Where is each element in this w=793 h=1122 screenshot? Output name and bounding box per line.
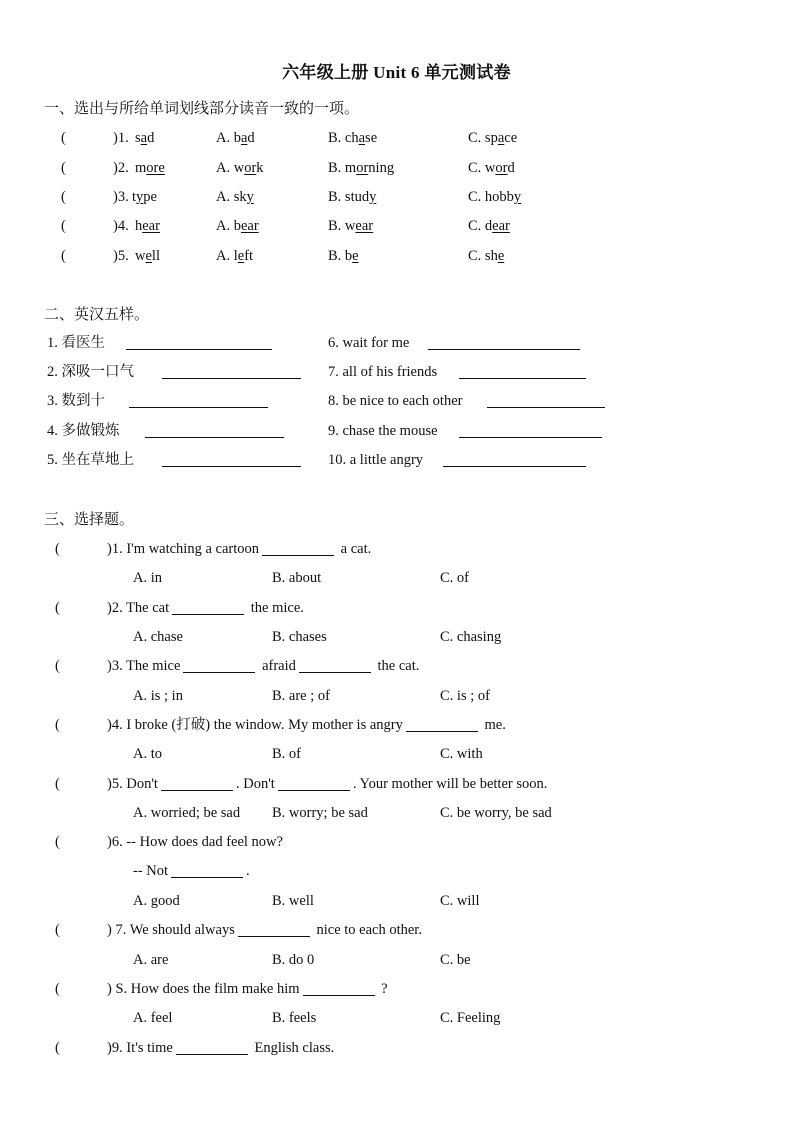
stem-text: How does the film make him <box>130 981 300 997</box>
question-stem <box>107 830 283 854</box>
translation-row <box>0 331 793 355</box>
options-row <box>0 625 793 649</box>
options-row <box>0 566 793 590</box>
stem-text: . <box>246 863 250 879</box>
choice-question-row <box>0 772 793 796</box>
answer-slot[interactable] <box>64 772 104 794</box>
translation-answer-line[interactable] <box>126 333 272 350</box>
choice-question-row-cont <box>0 859 793 883</box>
answer-paren-open: ( <box>61 130 66 146</box>
question-number: ) S. <box>107 981 131 997</box>
choice-question-row <box>0 1036 793 1060</box>
target-word: hear <box>135 218 160 234</box>
question-stem <box>107 713 506 737</box>
question-number: )5. <box>113 248 129 264</box>
option-a[interactable]: A. worried; be sad <box>133 805 241 821</box>
fill-blank[interactable] <box>161 774 233 791</box>
answer-paren-open: ( <box>55 1040 60 1056</box>
answer-paren-open: ( <box>55 981 60 997</box>
option-c-underlined-part: ear <box>492 218 510 234</box>
translation-answer-line[interactable] <box>162 450 301 467</box>
option-c-underlined-part: or <box>495 160 508 176</box>
translation-answer-line[interactable] <box>428 333 580 350</box>
phonics-question-row <box>0 126 793 150</box>
option-c: C. space <box>468 130 518 146</box>
options-row <box>0 889 793 913</box>
option-a-underlined-part: y <box>246 189 254 205</box>
choice-question-row <box>0 596 793 620</box>
target-word: more <box>135 160 165 176</box>
choice-question-row <box>0 713 793 737</box>
stem-text: . Don't <box>235 776 275 792</box>
translation-row <box>0 448 793 472</box>
option-c[interactable]: C. be worry, be sad <box>440 805 552 821</box>
options-row <box>0 948 793 972</box>
option-a: A. bad <box>216 130 255 146</box>
stem-text: afraid <box>258 658 296 674</box>
question-number: )2. <box>113 160 129 176</box>
stem-text: ? <box>377 981 388 997</box>
answer-slot[interactable] <box>70 214 110 236</box>
stem-text: The cat <box>126 600 170 616</box>
question-number: )1. <box>107 541 127 557</box>
translation-answer-line[interactable] <box>459 421 602 438</box>
question-stem <box>107 654 419 678</box>
option-b[interactable]: B. about <box>272 570 322 586</box>
option-a[interactable]: A. are <box>133 952 169 968</box>
translation-answer-line[interactable] <box>443 450 586 467</box>
option-a[interactable]: A. chase <box>133 629 183 645</box>
answer-slot[interactable] <box>70 185 110 207</box>
fill-blank[interactable] <box>183 656 255 673</box>
question-number: )6. <box>107 834 127 850</box>
option-a-underlined-part: a <box>240 130 248 146</box>
option-a: A. work <box>216 160 264 176</box>
phonics-question-row <box>0 244 793 268</box>
phonics-question-row <box>0 185 793 209</box>
translation-prompt-cn: 5. 坐在草地上 <box>47 452 134 468</box>
phonics-question-row <box>0 214 793 238</box>
choice-question-row <box>0 918 793 942</box>
option-c-underlined-part: y <box>513 189 522 205</box>
answer-slot[interactable] <box>70 126 110 148</box>
stem-text: the mice. <box>247 600 304 616</box>
option-b-underlined-part: a <box>358 130 366 146</box>
answer-slot[interactable] <box>70 244 110 266</box>
stem-text: English class. <box>250 1040 335 1056</box>
translation-answer-line[interactable] <box>145 421 284 438</box>
page-title: 六年级上册 Unit 6 单元测试卷 <box>282 63 511 82</box>
answer-paren-open: ( <box>55 658 60 674</box>
question-stem-cont <box>133 859 250 883</box>
section3-heading: 三、选择题。 <box>44 512 135 528</box>
answer-slot[interactable] <box>70 156 110 178</box>
fill-blank[interactable] <box>299 656 371 673</box>
option-a: A. bear <box>216 218 259 234</box>
option-c-underlined-part: e <box>497 248 505 264</box>
choice-question-row <box>0 977 793 1001</box>
option-c[interactable]: C. be <box>440 952 471 968</box>
answer-paren-open: ( <box>61 160 66 176</box>
answer-paren-open: ( <box>61 189 66 205</box>
stem-text: -- How does dad feel now? <box>126 834 283 850</box>
option-b: B. morning <box>328 160 395 176</box>
stem-text: I'm watching a cartoon <box>126 541 260 557</box>
question-stem <box>107 596 304 620</box>
target-word: type <box>132 189 157 205</box>
fill-blank[interactable] <box>238 920 310 937</box>
option-b[interactable]: B. chases <box>272 629 327 645</box>
option-b: B. be <box>328 248 359 264</box>
translation-prompt-en: 10. a little angry <box>328 452 424 468</box>
answer-paren-open: ( <box>55 717 60 733</box>
option-b-underlined-part: e <box>352 248 359 264</box>
section2-heading: 二、英汉五样。 <box>44 307 150 323</box>
option-a: A. sky <box>216 189 254 205</box>
answer-paren-open: ( <box>55 776 60 792</box>
fill-blank[interactable] <box>171 861 243 878</box>
option-b: B. wear <box>328 218 374 234</box>
answer-paren-open: ( <box>55 600 60 616</box>
stem-text: a cat. <box>337 541 372 557</box>
answer-slot[interactable] <box>64 713 104 735</box>
translation-prompt-cn: 2. 深吸一口气 <box>47 364 134 380</box>
stem-text: It's time <box>126 1040 173 1056</box>
target-word-underlined-part: y <box>136 189 144 205</box>
answer-paren-open: ( <box>55 834 60 850</box>
answer-paren-open: ( <box>55 541 60 557</box>
answer-slot[interactable] <box>64 1036 104 1058</box>
answer-slot[interactable] <box>64 830 104 852</box>
question-stem <box>107 977 388 1001</box>
translation-prompt-en: 8. be nice to each other <box>328 393 463 409</box>
section1-heading: 一、选出与所给单词划线部分读音一致的一项。 <box>44 101 360 117</box>
target-word-underlined-part: ore <box>146 160 165 176</box>
answer-paren-open: ( <box>61 218 66 234</box>
question-number: ) 7. <box>107 922 130 938</box>
options-row <box>0 742 793 766</box>
option-a: A. left <box>216 248 254 264</box>
fill-blank[interactable] <box>176 1038 248 1055</box>
question-number: )4. <box>107 717 127 733</box>
choice-question-row <box>0 830 793 854</box>
target-word-underlined-part: e <box>145 248 152 264</box>
stem-text: . Your mother will be better soon. <box>352 776 548 792</box>
answer-slot[interactable] <box>64 537 104 559</box>
stem-text: Don't <box>126 776 158 792</box>
option-c-underlined-part: a <box>497 130 505 146</box>
target-word: sad <box>135 130 155 146</box>
options-row <box>0 801 793 825</box>
option-c[interactable]: C. of <box>440 570 469 586</box>
stem-text: We should always <box>129 922 235 938</box>
options-row <box>0 684 793 708</box>
option-a-underlined-part: e <box>237 248 245 264</box>
target-word-underlined-part: a <box>140 130 148 146</box>
option-b[interactable]: B. do 0 <box>272 952 315 968</box>
translation-prompt-cn: 1. 看医生 <box>47 335 105 351</box>
stem-text: me. <box>480 717 506 733</box>
stem-text: I broke (打破) the window. My mother is angry <box>126 717 403 733</box>
option-b[interactable]: B. well <box>272 893 314 909</box>
fill-blank[interactable] <box>406 715 478 732</box>
translation-row <box>0 389 793 413</box>
option-c: C. hobby <box>468 189 522 205</box>
stem-text: The mice <box>126 658 181 674</box>
fill-blank[interactable] <box>262 539 334 556</box>
target-word-underlined-part: ear <box>142 218 160 234</box>
option-b-underlined-part: ear <box>355 218 374 234</box>
question-number: )9. <box>107 1040 127 1056</box>
option-c: C. dear <box>468 218 510 234</box>
option-b-underlined-part: y <box>369 189 377 205</box>
translation-answer-line[interactable] <box>459 362 586 379</box>
fill-blank[interactable] <box>303 979 375 996</box>
translation-row <box>0 360 793 384</box>
option-b[interactable]: B. feels <box>272 1010 317 1026</box>
fill-blank[interactable] <box>278 774 350 791</box>
question-number: )4. <box>113 218 129 234</box>
choice-question-row <box>0 537 793 561</box>
phonics-question-row <box>0 156 793 180</box>
translation-answer-line[interactable] <box>487 391 605 408</box>
option-c: C. she <box>468 248 505 264</box>
stem-text: nice to each other. <box>312 922 422 938</box>
stem-text: the cat. <box>373 658 420 674</box>
stem-text: -- Not <box>133 863 169 879</box>
answer-paren-open: ( <box>55 922 60 938</box>
answer-slot[interactable] <box>64 918 104 940</box>
fill-blank[interactable] <box>172 598 244 615</box>
answer-paren-open: ( <box>61 248 66 264</box>
option-c: C. word <box>468 160 515 176</box>
translation-prompt-en: 6. wait for me <box>328 335 410 351</box>
option-b-underlined-part: or <box>356 160 369 176</box>
option-c[interactable]: C. Feeling <box>440 1010 501 1026</box>
option-c[interactable]: C. will <box>440 893 480 909</box>
option-b[interactable]: B. of <box>272 746 301 762</box>
option-a[interactable]: A. in <box>133 570 162 586</box>
option-a[interactable]: A. feel <box>133 1010 173 1026</box>
option-a[interactable]: A. to <box>133 746 162 762</box>
option-c[interactable]: C. is ; of <box>440 688 490 704</box>
option-a[interactable]: A. is ; in <box>133 688 183 704</box>
translation-answer-line[interactable] <box>129 391 268 408</box>
answer-slot[interactable] <box>64 977 104 999</box>
answer-slot[interactable] <box>64 596 104 618</box>
question-number: )3. <box>113 189 129 205</box>
option-a[interactable]: A. good <box>133 893 180 909</box>
answer-slot[interactable] <box>64 654 104 676</box>
question-number: )3. <box>107 658 127 674</box>
option-c[interactable]: C. chasing <box>440 629 502 645</box>
option-b[interactable]: B. are ; of <box>272 688 330 704</box>
question-stem <box>107 1036 334 1060</box>
options-row <box>0 1006 793 1030</box>
translation-prompt-cn: 4. 多做锻炼 <box>47 423 120 439</box>
option-b: B. study <box>328 189 377 205</box>
question-stem <box>107 537 371 561</box>
choice-question-row <box>0 654 793 678</box>
question-number: )1. <box>113 130 129 146</box>
question-stem <box>107 772 547 796</box>
question-stem <box>107 918 422 942</box>
question-number: )2. <box>107 600 127 616</box>
translation-prompt-en: 9. chase the mouse <box>328 423 438 439</box>
option-a-underlined-part: ear <box>240 218 259 234</box>
question-number: )5. <box>107 776 127 792</box>
option-c[interactable]: C. with <box>440 746 483 762</box>
option-a-underlined-part: or <box>244 160 257 176</box>
translation-row <box>0 419 793 443</box>
option-b: B. chase <box>328 130 378 146</box>
translation-answer-line[interactable] <box>162 362 301 379</box>
translation-prompt-cn: 3. 数到十 <box>47 393 105 409</box>
target-word: well <box>135 248 160 264</box>
option-b[interactable]: B. worry; be sad <box>272 805 368 821</box>
translation-prompt-en: 7. all of his friends <box>328 364 438 380</box>
